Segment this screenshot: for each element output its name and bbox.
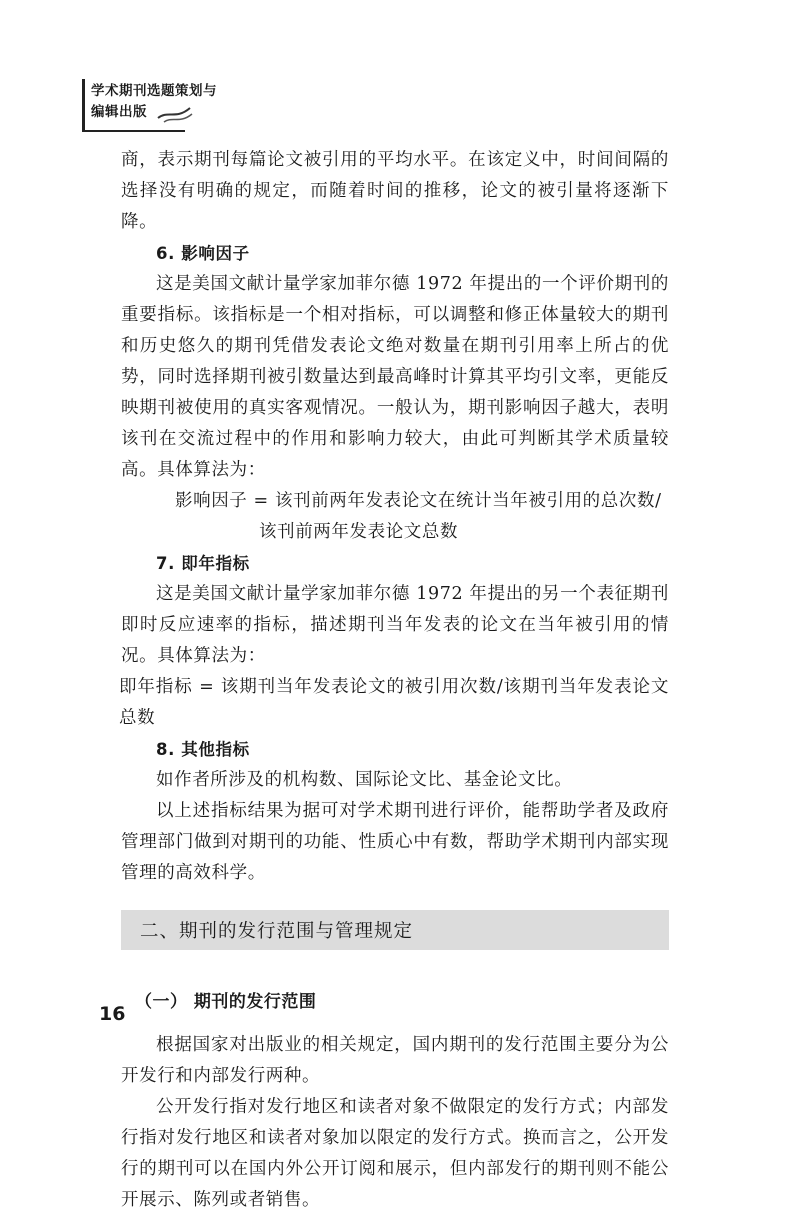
brush-logo-icon (154, 80, 194, 126)
paragraph: 以上述指标结果为据可对学术期刊进行评价，能帮助学者及政府管理部门做到对期刊的功能、性质心中有数，帮助学术期刊内部实现管理的高效科学。 (121, 801, 669, 883)
page-number: 16 (99, 1003, 126, 1025)
formula-line: 该刊前两年发表论文总数 (259, 522, 459, 542)
paragraph: 这是美国文献计量学家加菲尔德 1972 年提出的另一个表征期刊即时反应速率的指标，描述期刊当年发表的论文在当年被引用的情况。具体算法为： (121, 584, 669, 666)
subheading-impact-factor: 6. 影响因子 (156, 244, 250, 263)
paragraph: 商，表示期刊每篇论文被引用的平均水平。在该定义中，时间间隔的选择没有明确的规定，而随着时间的推移，论文的被引量将逐渐下降。 (121, 150, 669, 232)
subheading-immediacy-index: 7. 即年指标 (156, 554, 250, 573)
running-header-subtitle: 编辑出版 (91, 104, 147, 120)
formula-line: 影响因子 = 该刊前两年发表论文在统计当年被引用的总次数/ (175, 491, 662, 511)
paragraph: 公开发行指对发行地区和读者对象不做限定的发行方式；内部发行指对发行地区和读者对象加以限定的发行方式。换而言之，公开发行的期刊可以在国内外公开订阅和展示，但内部发行的期刊则不能公开展示、陈列或者销售。 (121, 1097, 669, 1210)
subsection-heading: （一） 期刊的发行范围 (135, 992, 317, 1012)
paragraph: 这是美国文献计量学家加菲尔德 1972 年提出的一个评价期刊的重要指标。该指标是一个相对指标，可以调整和修正体量较大的期刊和历史悠久的期刊凭借发表论文绝对数量在期刊引用率上所占的优势，同时选择期刊被引数量达到最高峰时计算其平均引文率，更能反映期刊被使用的真实客观情况。一般认为，期刊影响因子越大，表明该刊在交流过程中的作用和影响力较大，由此可判断其学术质量较高。具体算法为： (121, 274, 669, 480)
paragraph: 根据国家对出版业的相关规定，国内期刊的发行范围主要分为公开发行和内部发行两种。 (121, 1035, 669, 1086)
subheading-other-indicators: 8. 其他指标 (156, 740, 250, 759)
section-heading: 二、期刊的发行范围与管理规定 (121, 910, 669, 950)
header-underline (82, 130, 185, 132)
page-body (121, 145, 669, 1216)
running-header-title: 学术期刊选题策划与 (91, 83, 217, 99)
paragraph: 如作者所涉及的机构数、国际论文比、基金论文比。 (156, 770, 573, 790)
header-rule (82, 79, 85, 130)
formula-line: 即年指标 = 该期刊当年发表论文的被引用次数/该期刊当年发表论文总数 (119, 677, 669, 728)
